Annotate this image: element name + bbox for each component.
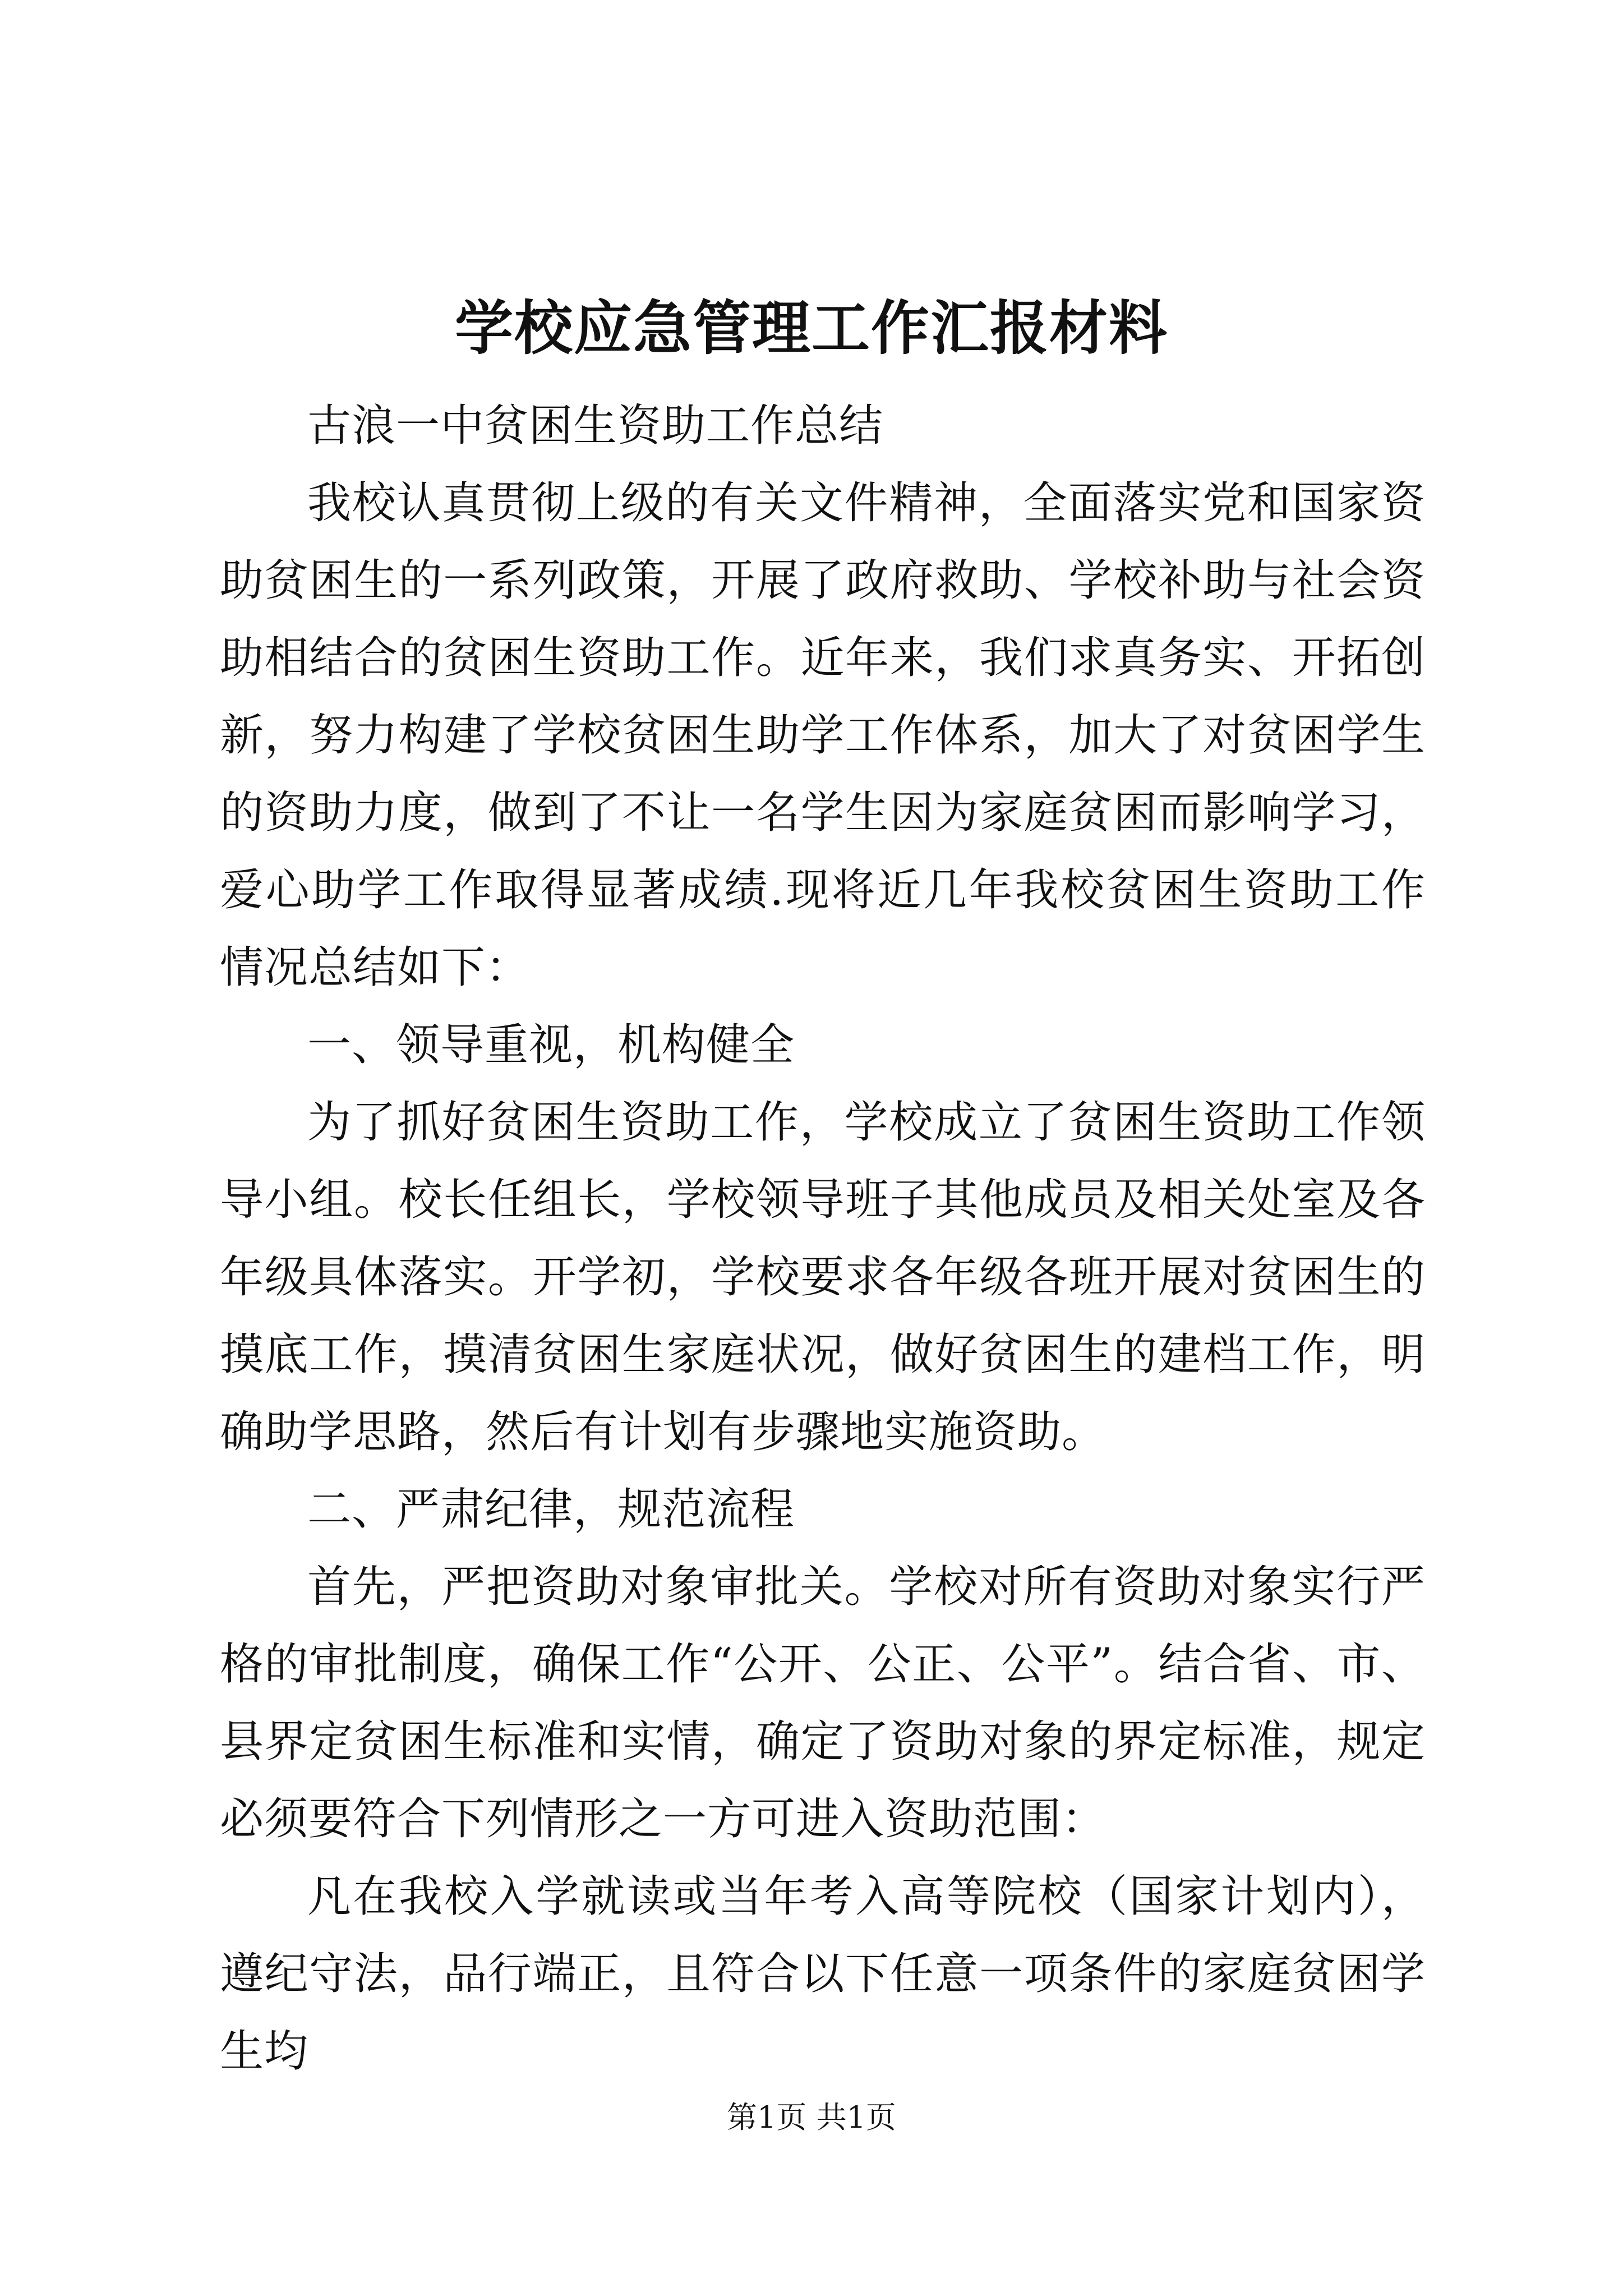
page-footer: 第1页 共1页 bbox=[727, 2100, 896, 2135]
document-body bbox=[220, 387, 1426, 2090]
document-title: 学校应急管理工作汇报材料 bbox=[454, 293, 1168, 362]
section-heading-1: 一、领导重视，机构健全 bbox=[307, 1020, 795, 1070]
paragraph-intro: 我校认真贯彻上级的有关文件精神，全面落实党和国家资助贫困生的一系列政策，开展了政府救助、学校补助与社会资助相结合的贫困生资助工作。近年来，我们求真务实、开拓创新，努力构建了学校贫困生助学工作体系，加大了对贫困学生的资助力度，做到了不让一名学生因为家庭贫困而影响学习，爱心助学工作取得显著成绩.现将近几年我校贫困生资助工作情况总结如下： bbox=[220, 478, 1426, 993]
paragraph-subtitle: 古浪一中贫困生资助工作总结 bbox=[307, 401, 884, 451]
paragraph-eligibility: 凡在我校入学就读或当年考入高等院校（国家计划内），遵纪守法，品行端正，且符合以下任意一项条件的家庭贫困学生均 bbox=[220, 1871, 1426, 2077]
section-heading-2: 二、严肃纪律，规范流程 bbox=[307, 1484, 795, 1535]
paragraph-section-1: 为了抓好贫困生资助工作，学校成立了贫困生资助工作领导小组。校长任组长，学校领导班子其他成员及相关处室及各年级具体落实。开学初，学校要求各年级各班开展对贫困生的摸底工作，摸清贫困生家庭状况，做好贫困生的建档工作，明确助学思路，然后有计划有步骤地实施资助。 bbox=[220, 1097, 1426, 1457]
paragraph-section-2: 首先，严把资助对象审批关。学校对所有资助对象实行严格的审批制度，确保工作“公开、公正、公平”。结合省、市、县界定贫困生标准和实情，确定了资助对象的界定标准，规定必须要符合下列情形之一方可进入资助范围： bbox=[220, 1562, 1426, 1844]
